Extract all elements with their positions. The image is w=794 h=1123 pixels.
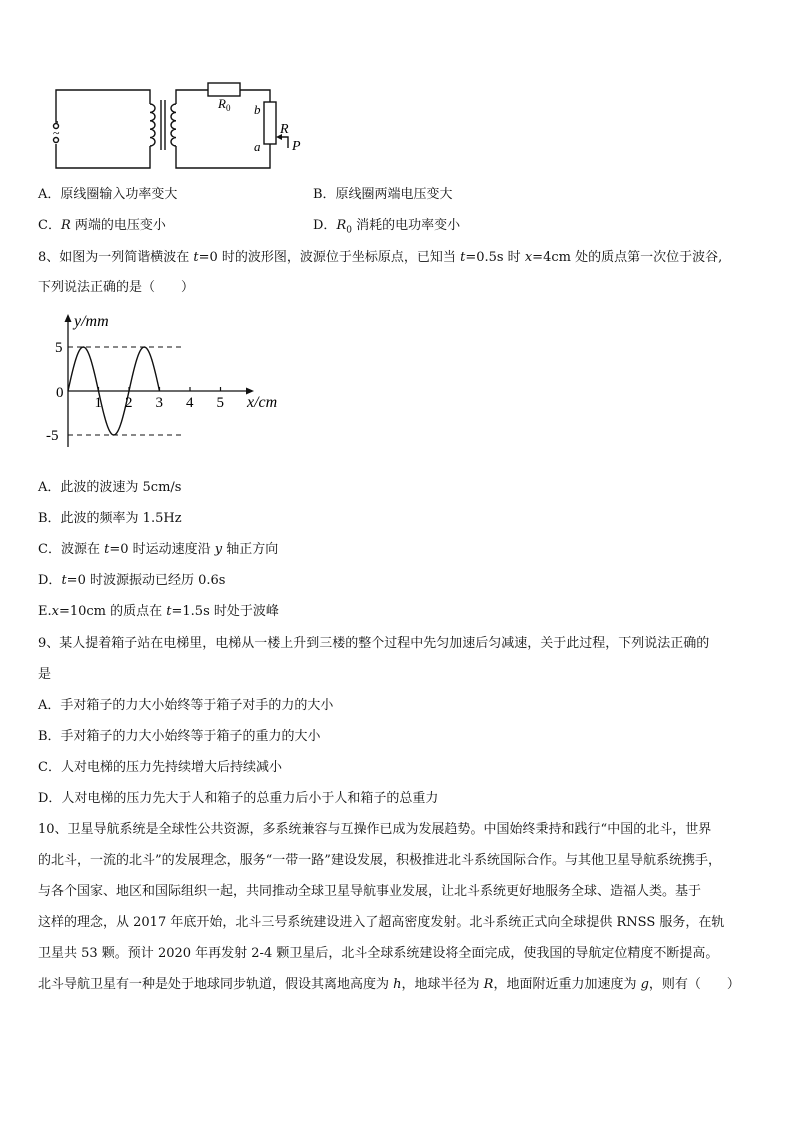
q7-option-a: A．原线圈输入功率变大 [38, 187, 178, 202]
x-axis [68, 388, 254, 395]
slider-p-label: P [292, 139, 301, 154]
x-tick-label-2: 2 [125, 395, 133, 411]
q8-stem-line-1: 8、如图为一列简谐横波在 t=0 时的波形图，波源位于坐标原点，已知当 t=0.5s 时 x=4cm 处的质点第一次位于波谷, [38, 250, 723, 265]
q8-option-a: A．此波的波速为 5cm/s [38, 480, 182, 495]
q7-option-b: B．原线圈两端电压变大 [313, 187, 453, 202]
x-tick-label-1: 1 [94, 395, 102, 411]
q10-stem-line-1: 10、卫星导航系统是全球性公共资源，多系统兼容与互操作已成为发展趋势。中国始终秉持和践行“中国的北斗，世界 [38, 822, 712, 837]
y-axis-label: y/mm [74, 313, 109, 330]
origin-label: 0 [56, 385, 64, 401]
q10-stem-line-6: 北斗导航卫星有一种是处于地球同步轨道，假设其离地高度为 h，地球半径为 R，地面附近重力加速度为 g，则有（ ） [38, 977, 740, 992]
r0-resistor-label: $R_0$ [218, 96, 231, 113]
transformer-circuit-diagram [38, 78, 308, 178]
q10-stem-line-5: 卫星共 53 颗。预计 2020 年再发射 2-4 颗卫星后，北斗全球系统建设将全面完成，使我国的导航定位精度不断提高。 [38, 946, 719, 961]
q10-stem-line-3: 与各个国家、地区和国际组织一起，共同推动全球卫星导航事业发展，让北斗系统更好地服务全球、造福人类。基于 [38, 884, 702, 899]
q8-stem-line-2: 下列说法正确的是（ ） [38, 280, 195, 295]
q7-option-d: D．$R_0$ 消耗的电功率变小 [313, 218, 461, 236]
rheostat-r-label: R [280, 122, 289, 137]
q9-stem-line-1: 9、某人提着箱子站在电梯里，电梯从一楼上升到三楼的整个过程中先匀加速后匀减速，关于此过程，下列说法正确的 [38, 636, 710, 651]
terminal-b-label: b [254, 102, 261, 117]
x-axis-label: x/cm [247, 394, 278, 411]
q9-option-d: D．人对电梯的压力先大于人和箱子的总重力后小于人和箱子的总重力 [38, 791, 439, 806]
ac-source-symbol: ~ [53, 126, 60, 140]
y-tick-label-5: 5 [55, 340, 63, 356]
q10-stem-line-2: 的北斗，一流的北斗”的发展理念，服务“一带一路”建设发展，积极推进北斗系统国际合作。与其他卫星导航系统携手， [38, 853, 721, 868]
q10-stem-line-4: 这样的理念，从 2017 年底开始，北斗三号系统建设进入了超高密度发射。北斗系统正式向全球提供 RNSS 服务，在轨 [38, 915, 725, 930]
q7-option-c: C．R 两端的电压变小 [38, 218, 166, 233]
q8-option-e: E.x=10cm 的质点在 t=1.5s 时处于波峰 [38, 604, 279, 619]
x-tick-label-3: 3 [155, 395, 163, 411]
q8-option-c: C．波源在 t=0 时运动速度沿 y 轴正方向 [38, 542, 279, 557]
q9-stem-line-2: 是 [38, 667, 52, 682]
terminal-a-label: a [254, 139, 261, 154]
x-tick-label-5: 5 [216, 395, 224, 411]
q9-option-a: A．手对箱子的力大小始终等于箱子对手的力的大小 [38, 698, 334, 713]
q9-option-c: C．人对电梯的压力先持续增大后持续减小 [38, 760, 282, 775]
q8-option-b: B．此波的频率为 1.5Hz [38, 511, 182, 526]
wave-chart [40, 305, 300, 455]
y-tick-label-neg5: -5 [46, 428, 59, 444]
x-tick-label-4: 4 [186, 395, 194, 411]
q9-option-b: B．手对箱子的力大小始终等于箱子的重力的大小 [38, 729, 321, 744]
q8-option-d: D．t=0 时波源振动已经历 0.6s [38, 573, 226, 588]
